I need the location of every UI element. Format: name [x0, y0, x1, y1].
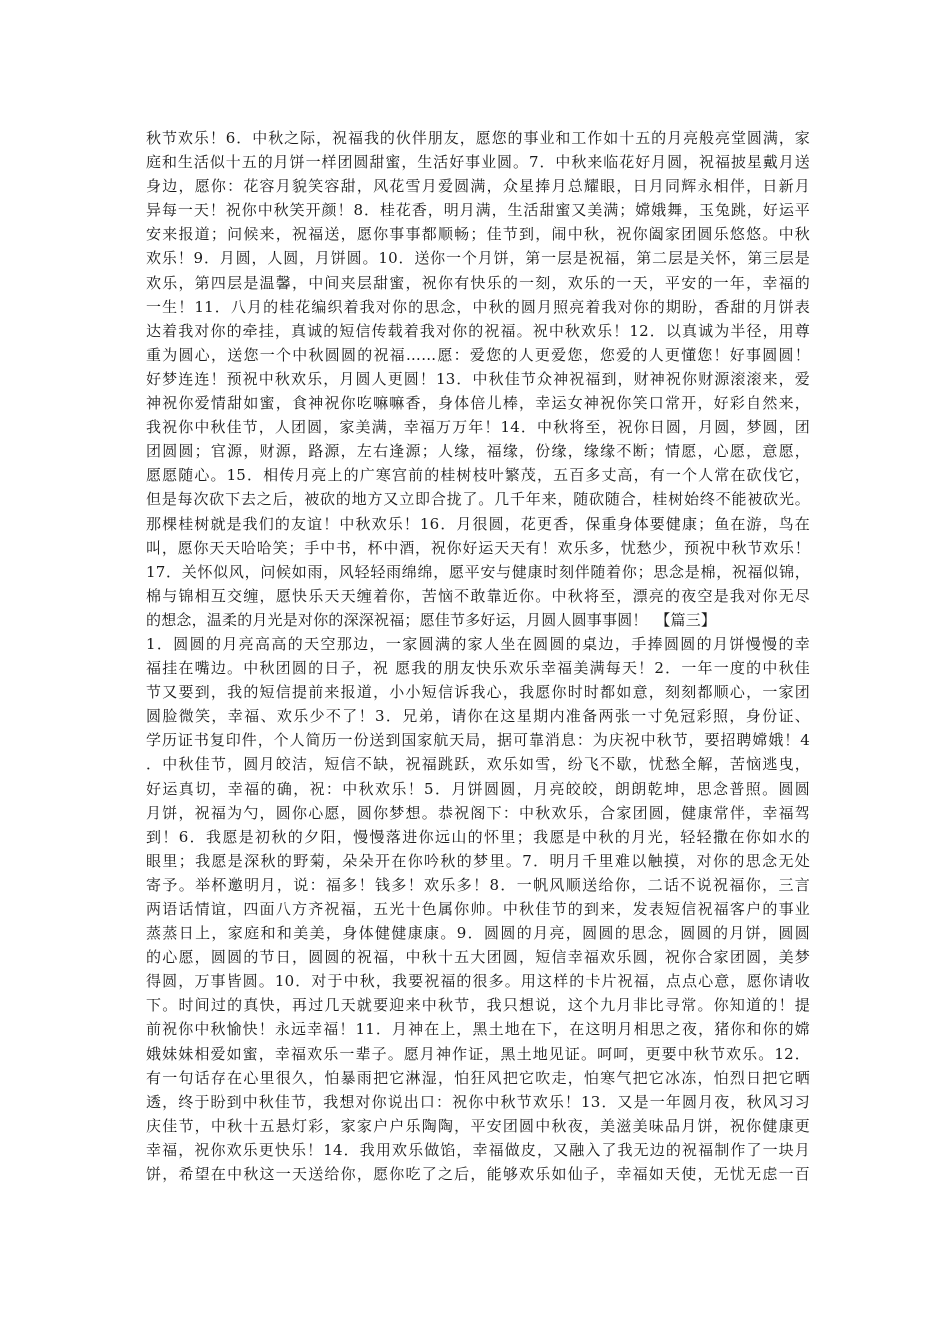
text-line: 身边，愿你：花容月貌笑容甜，风花雪月爱圆满，众星捧月总耀眼，日月同辉永相伴，日新月 [146, 177, 810, 196]
text-line: 团圆圆；官源，财源，路源，左右逢源；人缘，福缘，份缘，缘缘不断；情愿，心愿，意愿， [146, 442, 810, 461]
text-line: 的心愿，圆圆的节日，圆圆的祝福，中秋十五大团圆，短信幸福欢乐圆，祝你合家团圆，美梦 [146, 948, 810, 967]
text-line: 前祝你中秋愉快！永远幸福！11．月神在上，黑土地在下，在这明月相思之夜，猪你和你的嫦 [146, 1020, 810, 1039]
body-text [146, 126, 810, 1186]
text-line: 17．关怀似风，问候如雨，风轻轻雨绵绵，愿平安与健康时刻伴随着你；思念是棉，祝福似锦， [146, 562, 810, 581]
text-line: 得圆，万事皆圆。10．对于中秋，我要祝福的很多。用这样的卡片祝福，点点心意，愿你请收 [146, 972, 810, 991]
section-heading-line: 的想念，温柔的月光是对你的深深祝福；愿佳节多好运，月圆人圆事事圆！ 【篇三】 [146, 610, 717, 629]
text-line: 愿愿随心。15．相传月亮上的广寒宫前的桂树枝叶繁茂，五百多丈高，有一个人常在砍伐它， [146, 466, 810, 485]
text-line: 福挂在嘴边。中秋团圆的日子，祝 愿我的朋友快乐欢乐幸福美满每天！2．一年一度的中秋佳 [146, 659, 810, 678]
text-line: 学历证书复印件，个人简历一份送到国家航天局，据可靠消息：为庆祝中秋节，要招聘嫦娥！4 [146, 731, 810, 750]
text-line: 下。时间过的真快，再过几天就要迎来中秋节，我只想说，这个九月非比寻常。你知道的！提 [146, 996, 810, 1015]
text-line: 重为圆心，送您一个中秋圆圆的祝福……愿：爱您的人更爱您，您爱的人更懂您！好事圆圆！ [146, 345, 810, 364]
text-line: 圆脸微笑，幸福、欢乐少不了！3．兄弟，请你在这星期内准备两张一寸免冠彩照，身份证、 [146, 707, 810, 726]
text-line: 1．圆圆的月亮高高的天空那边，一家圆满的家人坐在圆圆的桌边，手捧圆圆的月饼慢慢的幸 [146, 634, 810, 653]
text-line: 月饼，祝福为勺，圆你心愿，圆你梦想。恭祝阁下：中秋欢乐，合家团圆，健康常伴，幸福驾 [146, 803, 810, 822]
text-line: 节又要到，我的短信提前来报道，小小短信诉我心，我愿你时时都如意，刻刻都顺心，一家团 [146, 683, 810, 702]
text-line: 秋节欢乐！6．中秋之际，祝福我的伙伴朋友，愿您的事业和工作如十五的月亮般亮堂圆满，家 [146, 129, 810, 147]
text-line: 但是每次砍下去之后，被砍的地方又立即合拢了。几千年来，随砍随合，桂树始终不能被砍光。 [146, 490, 810, 509]
text-line: ．中秋佳节，圆月皎洁，短信不缺，祝福跳跃，欢乐如雪，纷飞不歇，忧愁全解，苦恼逃曳， [146, 755, 810, 774]
text-line: 寄予。举杯邀明月，说：福多！钱多！欢乐多！8．一帆风顺送给你，二话不说祝福你，三言 [146, 875, 810, 894]
text-line: 叫，愿你天天哈哈笑；手中书，杯中酒，祝你好运天天有！欢乐多，忧愁少，预祝中秋节欢乐！ [146, 538, 810, 557]
text-line: 娥妹妹相爱如蜜，幸福欢乐一辈子。愿月神作证，黑土地见证。呵呵，更要中秋节欢乐。12． [146, 1044, 810, 1063]
text-line: 欢乐！9．月圆，人圆，月饼圆。10．送你一个月饼，第一层是祝福，第二层是关怀，第三层是 [146, 249, 810, 268]
text-line: 有一句话存在心里很久，怕暴雨把它淋湿，怕狂风把它吹走，怕寒气把它冰冻，怕烈日把它晒 [146, 1068, 810, 1087]
text-line: 好梦连连！预祝中秋欢乐，月圆人更圆！13．中秋佳节众神祝福到，财神祝你财源滚滚来，爱 [146, 369, 810, 388]
text-line: 两语话情谊，四面八方齐祝福，五光十色属你帅。中秋佳节的到来，发表短信祝福客户的事业 [146, 900, 810, 918]
text-line: 好运真切，幸福的确，祝：中秋欢乐！5．月饼圆圆，月亮皎皎，朗朗乾坤，思念普照。圆圆 [146, 779, 810, 798]
text-line: 达着我对你的牵挂，真诚的短信传载着我对你的祝福。祝中秋欢乐！12．以真诚为半径，用尊 [146, 321, 810, 340]
text-line: 饼，希望在中秋这一天送给你，愿你吃了之后，能够欢乐如仙子，幸福如天使，无忧无虑一百 [146, 1165, 810, 1184]
text-line: 到！6．我愿是初秋的夕阳，慢慢落进你远山的怀里；我愿是中秋的月光，轻轻撒在你如水的 [146, 827, 810, 846]
text-line: 我祝你中秋佳节，人团圆，家美满，幸福万万年！14．中秋将至，祝你日圆，月圆，梦圆，团 [146, 418, 810, 437]
text-line: 神祝你爱情甜如蜜，食神祝你吃嘛嘛香，身体倍儿棒，幸运女神祝你笑口常开，好彩自然来， [146, 394, 810, 413]
text-line: 欢乐，第四层是温馨，中间夹层甜蜜，祝你有快乐的一刻，欢乐的一天，平安的一年，幸福的 [146, 273, 810, 292]
text-line: 棉与锦相互交缠，愿快乐天天缠着你，苦恼不敢靠近你。中秋将至，漂亮的夜空是我对你无尽 [146, 586, 810, 605]
text-line: 透，终于盼到中秋佳节，我想对你说出口：祝你中秋节欢乐！13．又是一年圆月夜，秋风习习 [146, 1092, 810, 1111]
text-line: 蒸蒸日上，家庭和和美美，身体健健康康。9．圆圆的月亮，圆圆的思念，圆圆的月饼，圆圆 [146, 924, 810, 943]
text-line: 幸福，祝你欢乐更快乐！14．我用欢乐做馅，幸福做皮，又融入了我无边的祝福制作了一块月 [146, 1140, 810, 1159]
text-line: 庆佳节，中秋十五悬灯彩，家家户户乐陶陶，平安团圆中秋夜，美滋美味品月饼，祝你健康更 [146, 1116, 810, 1135]
text-line: 庭和生活似十五的月饼一样团圆甜蜜，生活好事业圆。7．中秋来临花好月圆，祝福披星戴月送 [146, 153, 810, 172]
text-line: 一生！11．八月的桂花编织着我对你的思念，中秋的圆月照亮着我对你的期盼，香甜的月饼表 [146, 297, 810, 316]
text-line: 安来报道；问候来，祝福送，愿你事事都顺畅；佳节到，闹中秋，祝你阖家团圆乐悠悠。中秋 [146, 225, 810, 244]
text-line: 异每一天！祝你中秋笑开颜！8．桂花香，明月满，生活甜蜜又美满；嫦娥舞，玉兔跳，好运平 [146, 201, 810, 220]
text-line: 那棵桂树就是我们的友谊！中秋欢乐！16．月很圆，花更香，保重身体要健康；鱼在游，鸟在 [146, 514, 810, 533]
text-line: 眼里；我愿是深秋的野菊，朵朵开在你吟秋的梦里。7．明月千里难以触摸，对你的思念无处 [146, 851, 810, 870]
